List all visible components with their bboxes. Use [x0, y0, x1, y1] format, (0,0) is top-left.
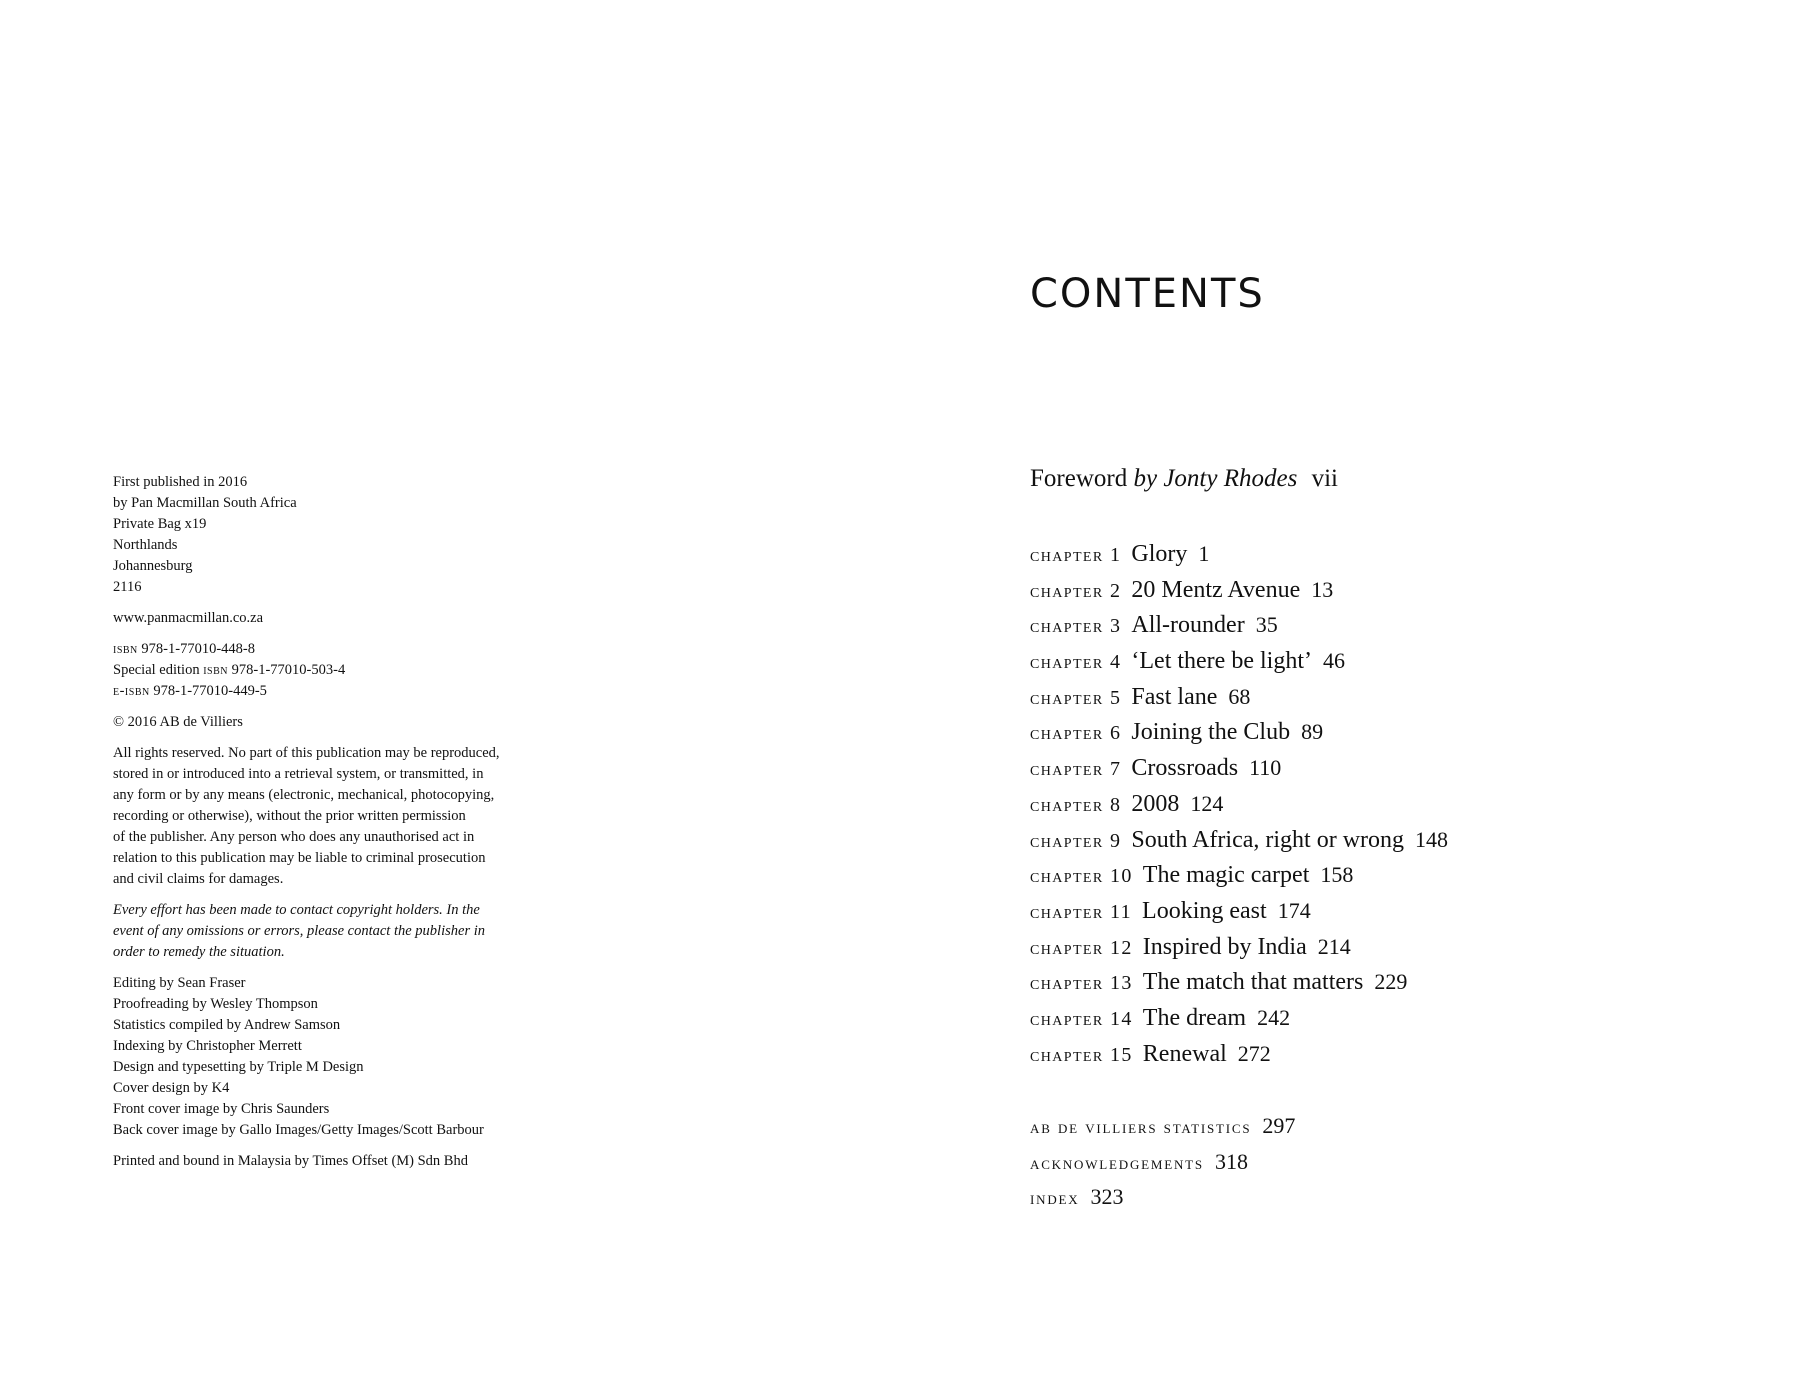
chapter-page: 35 — [1255, 612, 1278, 638]
credits-block — [113, 973, 543, 1141]
chapter-page: 242 — [1257, 1004, 1291, 1030]
chapter-label: chapter 12 — [1030, 936, 1133, 959]
copyright-notice-line: event of any omissions or errors, please contact the publisher in — [113, 923, 485, 939]
chapter-entry — [1030, 572, 1448, 608]
publisher-line: First published in 2016 — [113, 474, 248, 490]
chapter-title: Renewal — [1142, 1040, 1227, 1067]
chapter-page: 272 — [1237, 1040, 1271, 1066]
rights-line: any form or by any means (electronic, mechanical, photocopying, — [113, 787, 495, 803]
chapter-title: Fast lane — [1131, 683, 1218, 710]
credit-line: Back cover image by Gallo Images/Getty Images/Scott Barbour — [113, 1122, 484, 1138]
back-matter-page: 323 — [1090, 1184, 1124, 1210]
rights-line: All rights reserved. No part of this publication may be reproduced, — [113, 745, 500, 761]
credit-line: Statistics compiled by Andrew Samson — [113, 1017, 341, 1033]
chapter-entry — [1030, 643, 1448, 679]
credit-line: Editing by Sean Fraser — [113, 975, 246, 991]
isbn-value: 978-1-77010-503-4 — [231, 662, 346, 678]
isbn-line — [113, 639, 543, 660]
publisher-line: Northlands — [113, 537, 178, 553]
copyright-notice-block — [113, 900, 543, 963]
printer-block — [113, 1151, 543, 1172]
credit-line: Design and typesetting by Triple M Design — [113, 1059, 364, 1075]
chapter-entry — [1030, 929, 1448, 965]
chapter-page: 148 — [1415, 826, 1449, 852]
chapter-title: 20 Mentz Avenue — [1131, 576, 1301, 603]
publisher-line: Private Bag x19 — [113, 516, 207, 532]
isbn-label: isbn — [113, 641, 138, 657]
isbn-block — [113, 639, 543, 702]
back-matter-label: acknowledgements — [1030, 1152, 1204, 1173]
chapter-page: 214 — [1317, 933, 1351, 959]
chapter-entry — [1030, 786, 1448, 822]
back-matter-entry — [1030, 1108, 1295, 1144]
chapter-label: chapter 9 — [1030, 829, 1122, 852]
isbn-value: 978-1-77010-448-8 — [141, 641, 255, 657]
isbn-value: 978-1-77010-449-5 — [153, 683, 267, 699]
publisher-website-block — [113, 608, 543, 629]
foreword-page: vii — [1311, 465, 1338, 492]
chapter-page: 124 — [1190, 790, 1224, 816]
chapter-entry — [1030, 893, 1448, 929]
rights-line: and civil claims for damages. — [113, 871, 284, 887]
chapter-title: All-rounder — [1131, 612, 1245, 639]
credit-line: Cover design by K4 — [113, 1080, 230, 1096]
chapter-title: Joining the Club — [1131, 719, 1291, 746]
chapter-entry — [1030, 679, 1448, 715]
publisher-website: www.panmacmillan.co.za — [113, 610, 264, 626]
chapter-entry — [1030, 607, 1448, 643]
back-matter-entry — [1030, 1179, 1295, 1215]
isbn-label: e-isbn — [113, 683, 150, 699]
chapter-page: 68 — [1228, 683, 1251, 709]
chapter-title: ‘Let there be light’ — [1131, 648, 1312, 675]
chapter-title: Looking east — [1142, 897, 1267, 924]
back-matter-entry — [1030, 1144, 1295, 1180]
chapter-label: chapter 4 — [1030, 651, 1122, 674]
chapter-title: 2008 — [1131, 790, 1180, 817]
printer-line: Printed and bound in Malaysia by Times Offset (M) Sdn Bhd — [113, 1153, 468, 1169]
publisher-line: Johannesburg — [113, 558, 193, 574]
chapter-label: chapter 13 — [1030, 972, 1133, 995]
chapter-page: 174 — [1277, 897, 1311, 923]
back-matter-page: 318 — [1214, 1148, 1248, 1174]
rights-line: relation to this publication may be liable to criminal prosecution — [113, 850, 486, 866]
back-matter-page: 297 — [1262, 1113, 1296, 1138]
chapter-entry — [1030, 1000, 1448, 1036]
credit-line: Indexing by Christopher Merrett — [113, 1038, 302, 1054]
chapter-label: chapter 6 — [1030, 722, 1122, 745]
foreword-label: Foreword — [1030, 465, 1128, 492]
chapter-label: chapter 5 — [1030, 686, 1122, 709]
back-matter-label: index — [1030, 1188, 1080, 1209]
contents-title: CONTENTS — [1030, 271, 1265, 317]
chapter-entry — [1030, 857, 1448, 893]
chapter-title: Glory — [1131, 541, 1188, 567]
chapter-page: 46 — [1322, 648, 1345, 674]
chapter-label: chapter 10 — [1030, 865, 1133, 888]
isbn-line — [113, 660, 543, 681]
imprint-page — [113, 472, 543, 1182]
chapter-title: The dream — [1142, 1004, 1247, 1031]
chapter-label: chapter 2 — [1030, 579, 1122, 602]
rights-line: recording or otherwise), without the prior written permission — [113, 808, 466, 824]
isbn-label: isbn — [203, 662, 228, 678]
rights-line: stored in or introduced into a retrieval system, or transmitted, in — [113, 766, 484, 782]
chapter-page: 158 — [1320, 862, 1354, 888]
chapter-page: 110 — [1249, 755, 1282, 781]
copyright-line: © 2016 AB de Villiers — [113, 714, 243, 730]
chapter-entry — [1030, 964, 1448, 1000]
foreword-entry — [1030, 462, 1338, 496]
credit-line: Proofreading by Wesley Thompson — [113, 996, 318, 1012]
chapter-page: 89 — [1301, 719, 1324, 745]
copyright-notice-line: Every effort has been made to contact copyright holders. In the — [113, 902, 480, 918]
chapter-label: chapter 8 — [1030, 793, 1122, 816]
chapter-entry — [1030, 536, 1448, 572]
chapter-page: 229 — [1374, 969, 1408, 995]
copyright-notice-line: order to remedy the situation. — [113, 944, 285, 960]
chapter-title: The magic carpet — [1142, 862, 1310, 889]
chapter-label: chapter 15 — [1030, 1043, 1133, 1066]
isbn-line — [113, 681, 543, 702]
chapter-entry — [1030, 1036, 1448, 1072]
chapter-label: chapter 14 — [1030, 1007, 1133, 1030]
chapter-list — [1030, 536, 1448, 1071]
chapter-label: chapter 11 — [1030, 900, 1133, 923]
copyright-block — [113, 712, 543, 733]
chapter-page: 13 — [1311, 576, 1334, 602]
isbn-prefix: Special edition — [113, 662, 204, 678]
rights-line: of the publisher. Any person who does any unauthorised act in — [113, 829, 475, 845]
chapter-title: The match that matters — [1142, 969, 1364, 996]
chapter-entry — [1030, 714, 1448, 750]
credit-line: Front cover image by Chris Saunders — [113, 1101, 330, 1117]
foreword-author: by Jonty Rhodes — [1133, 465, 1298, 492]
rights-block — [113, 743, 543, 890]
chapter-entry — [1030, 750, 1448, 786]
publisher-address — [113, 472, 543, 598]
publisher-line: by Pan Macmillan South Africa — [113, 495, 297, 511]
back-matter-label: ab de villiers statistics — [1030, 1117, 1252, 1137]
back-matter-list — [1030, 1108, 1295, 1215]
chapter-page: 1 — [1198, 541, 1210, 566]
chapter-label: chapter 1 — [1030, 544, 1122, 566]
chapter-title: South Africa, right or wrong — [1131, 826, 1405, 853]
chapter-label: chapter 7 — [1030, 758, 1122, 781]
chapter-entry — [1030, 822, 1448, 858]
chapter-label: chapter 3 — [1030, 615, 1122, 638]
publisher-line: 2116 — [113, 579, 142, 595]
chapter-title: Crossroads — [1131, 755, 1239, 782]
chapter-title: Inspired by India — [1142, 933, 1307, 960]
